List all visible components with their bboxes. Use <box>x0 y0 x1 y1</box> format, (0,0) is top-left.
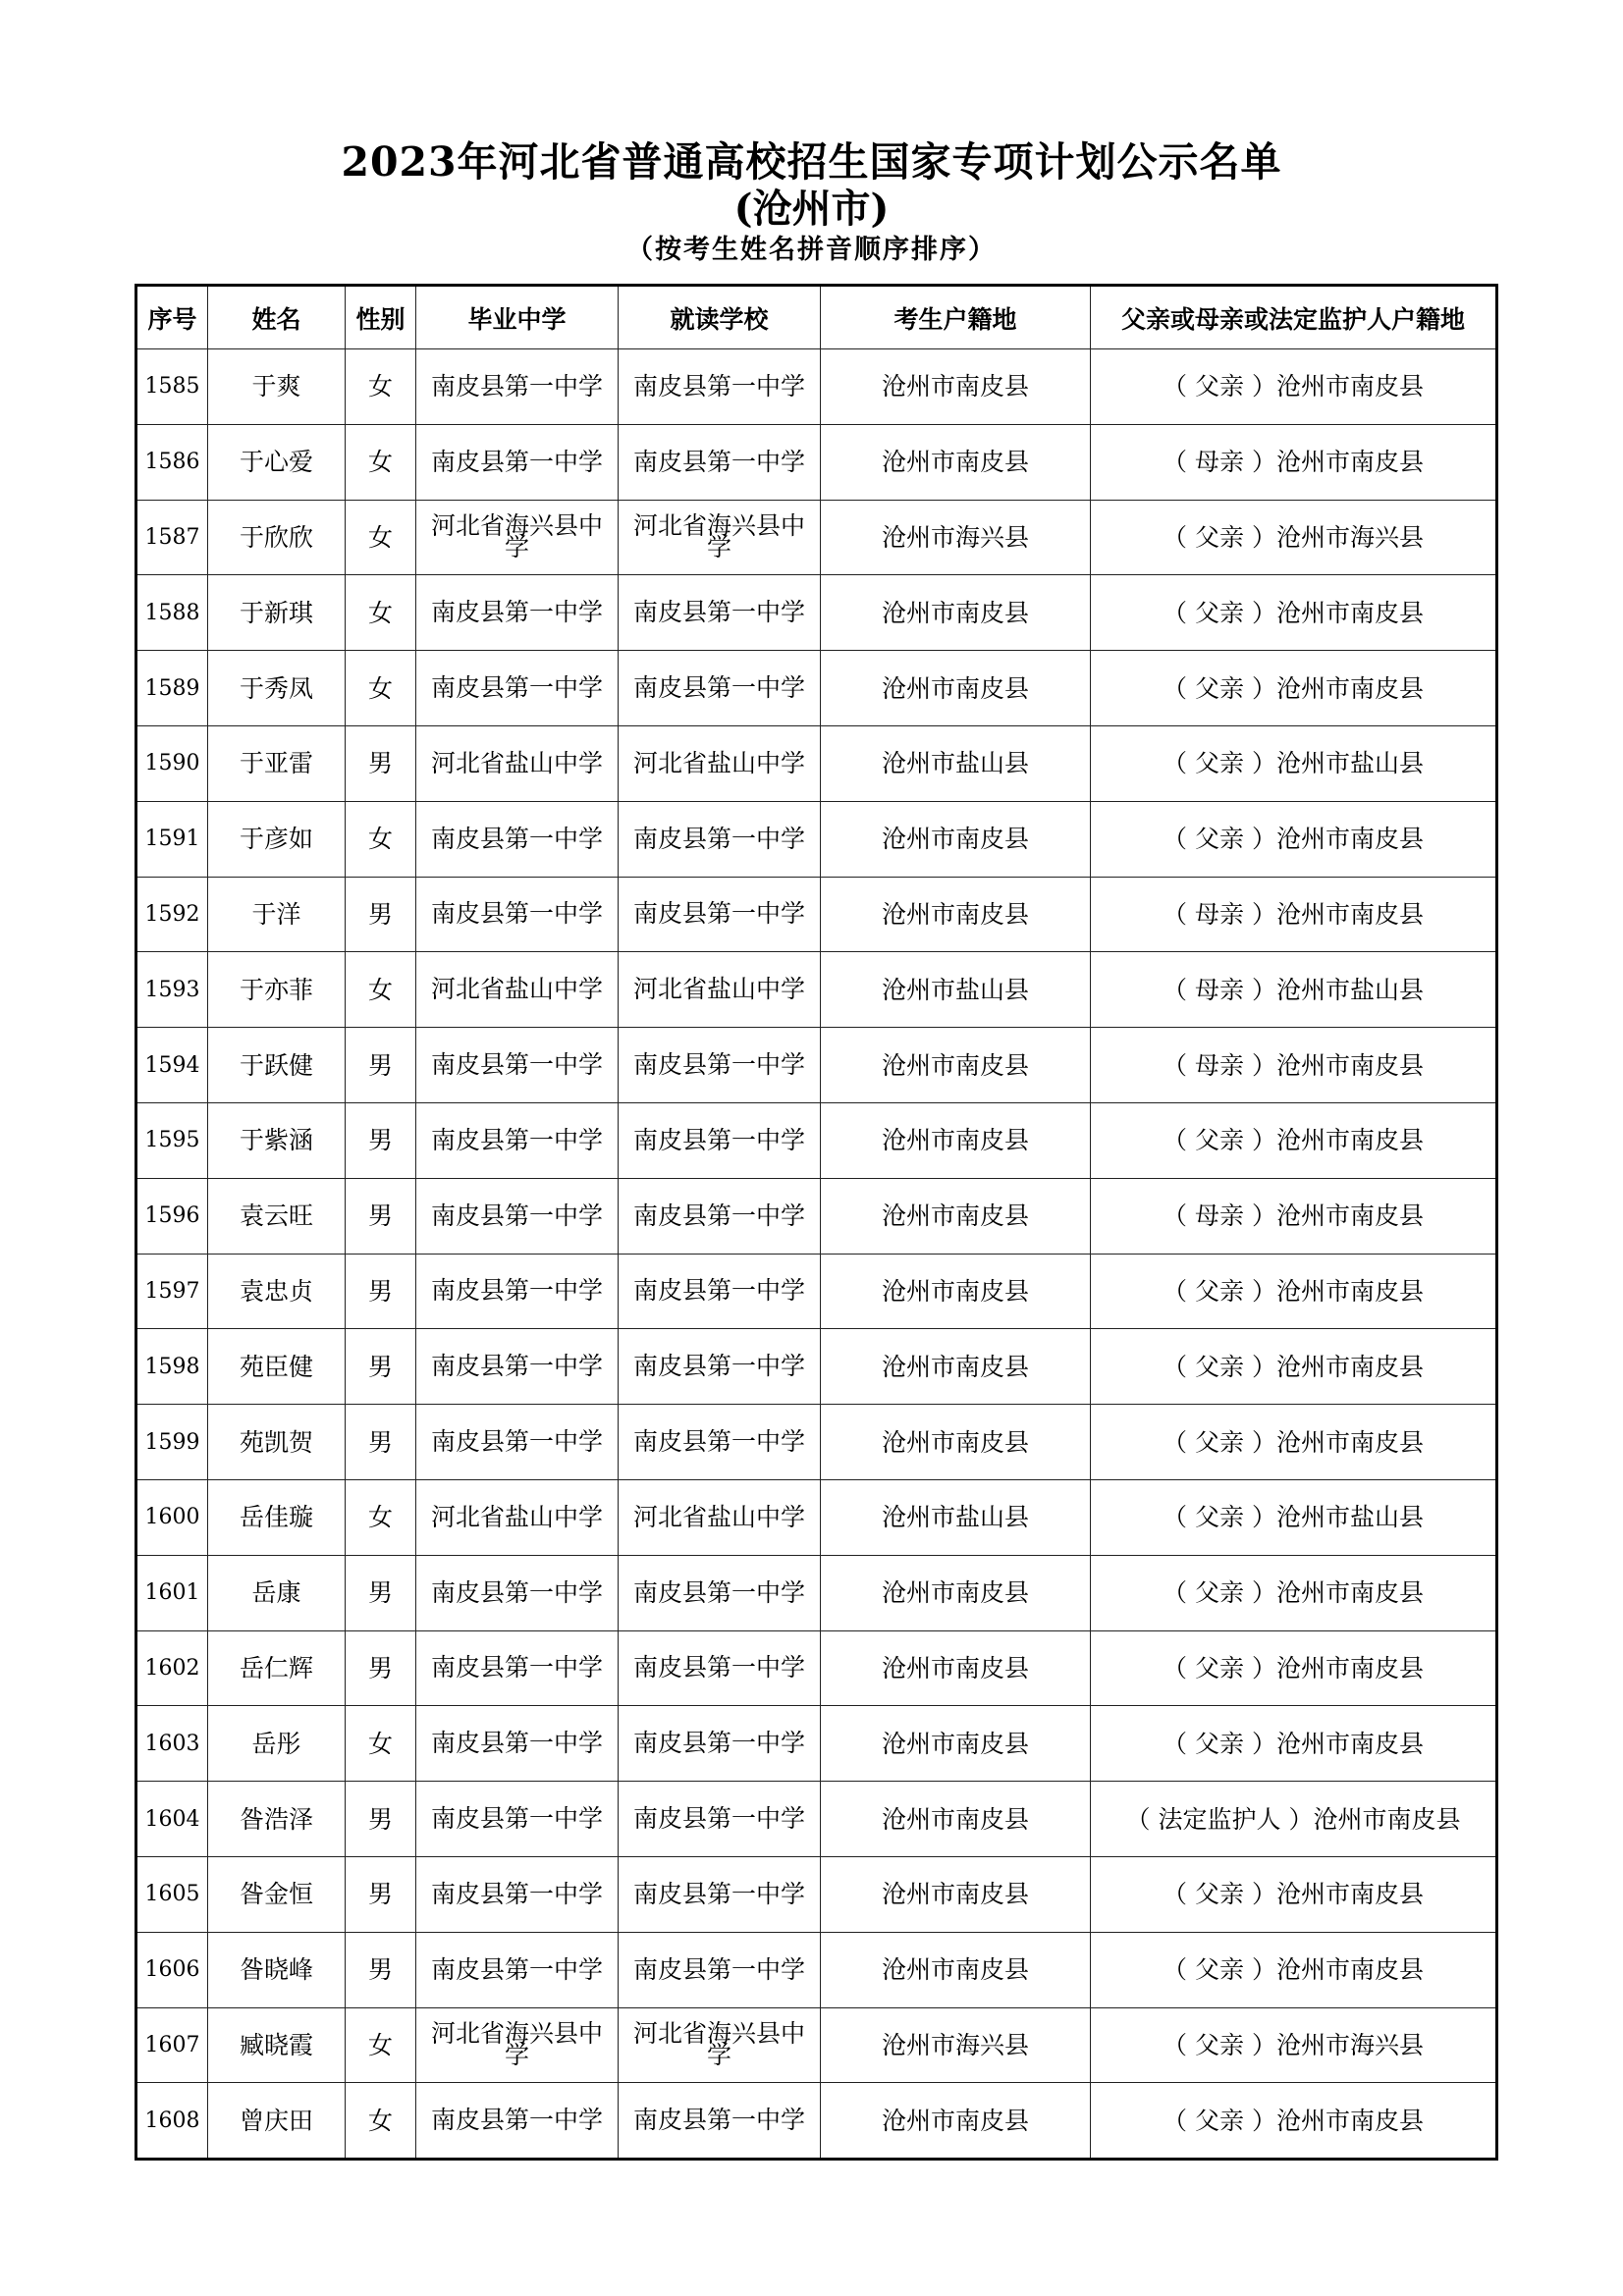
cell-guardian-hukou: （ 母亲 ）沧州市南皮县 <box>1091 877 1497 952</box>
table-row <box>136 1254 1497 1329</box>
cell-gender: 男 <box>346 1782 416 1857</box>
cell-school: 南皮县第一中学 <box>619 651 821 726</box>
cell-grad-school: 南皮县第一中学 <box>416 2083 619 2160</box>
cell-guardian-hukou: （ 父亲 ）沧州市南皮县 <box>1091 1555 1497 1630</box>
cell-hukou: 沧州市南皮县 <box>821 1102 1091 1178</box>
cell-gender: 女 <box>346 801 416 877</box>
cell-gender: 女 <box>346 1706 416 1782</box>
table-row <box>136 575 1497 651</box>
cell-name: 于心爱 <box>208 424 346 500</box>
table-row <box>136 1782 1497 1857</box>
cell-grad-school: 南皮县第一中学 <box>416 1782 619 1857</box>
cell-guardian-hukou: （ 父亲 ）沧州市南皮县 <box>1091 1856 1497 1932</box>
cell-hukou: 沧州市南皮县 <box>821 877 1091 952</box>
header-guardian-hukou: 父亲或母亲或法定监护人户籍地 <box>1091 286 1497 349</box>
cell-guardian-hukou: （ 父亲 ）沧州市南皮县 <box>1091 1630 1497 1706</box>
cell-hukou: 沧州市南皮县 <box>821 349 1091 425</box>
cell-gender: 男 <box>346 1254 416 1329</box>
cell-guardian-hukou: （ 父亲 ）沧州市南皮县 <box>1091 651 1497 726</box>
cell-name: 于洋 <box>208 877 346 952</box>
cell-school: 南皮县第一中学 <box>619 801 821 877</box>
cell-gender: 男 <box>346 1630 416 1706</box>
cell-name: 岳彤 <box>208 1706 346 1782</box>
table-row <box>136 1555 1497 1630</box>
cell-school: 南皮县第一中学 <box>619 1782 821 1857</box>
table-row <box>136 801 1497 877</box>
cell-name: 昝浩泽 <box>208 1782 346 1857</box>
cell-school: 南皮县第一中学 <box>619 1630 821 1706</box>
cell-no: 1602 <box>136 1630 208 1706</box>
cell-grad-school: 河北省盐山中学 <box>416 725 619 801</box>
cell-grad-school: 河北省盐山中学 <box>416 952 619 1028</box>
cell-guardian-hukou: （ 父亲 ）沧州市南皮县 <box>1091 2083 1497 2160</box>
cell-gender: 男 <box>346 1932 416 2007</box>
cell-hukou: 沧州市盐山县 <box>821 952 1091 1028</box>
cell-gender: 男 <box>346 1178 416 1254</box>
cell-gender: 女 <box>346 651 416 726</box>
cell-name: 岳康 <box>208 1555 346 1630</box>
cell-no: 1587 <box>136 500 208 575</box>
cell-hukou: 沧州市南皮县 <box>821 1932 1091 2007</box>
table-row <box>136 1932 1497 2007</box>
cell-hukou: 沧州市南皮县 <box>821 1178 1091 1254</box>
table-row <box>136 1405 1497 1480</box>
cell-school: 南皮县第一中学 <box>619 1856 821 1932</box>
cell-gender: 男 <box>346 1856 416 1932</box>
cell-name: 岳仁辉 <box>208 1630 346 1706</box>
cell-school: 南皮县第一中学 <box>619 349 821 425</box>
cell-hukou: 沧州市南皮县 <box>821 424 1091 500</box>
cell-hukou: 沧州市南皮县 <box>821 1405 1091 1480</box>
cell-guardian-hukou: （ 父亲 ）沧州市南皮县 <box>1091 575 1497 651</box>
cell-hukou: 沧州市南皮县 <box>821 1329 1091 1405</box>
cell-no: 1608 <box>136 2083 208 2160</box>
table-row <box>136 877 1497 952</box>
table-row <box>136 651 1497 726</box>
cell-school: 南皮县第一中学 <box>619 1932 821 2007</box>
cell-school: 南皮县第一中学 <box>619 877 821 952</box>
cell-no: 1589 <box>136 651 208 726</box>
cell-gender: 男 <box>346 1329 416 1405</box>
cell-name: 臧晓霞 <box>208 2007 346 2083</box>
cell-grad-school: 南皮县第一中学 <box>416 1329 619 1405</box>
cell-grad-school: 南皮县第一中学 <box>416 1856 619 1932</box>
cell-no: 1586 <box>136 424 208 500</box>
cell-no: 1595 <box>136 1102 208 1178</box>
cell-grad-school: 南皮县第一中学 <box>416 1630 619 1706</box>
cell-hukou: 沧州市盐山县 <box>821 1479 1091 1555</box>
cell-name: 于亚雷 <box>208 725 346 801</box>
cell-no: 1593 <box>136 952 208 1028</box>
header-hukou: 考生户籍地 <box>821 286 1091 349</box>
table-row <box>136 1706 1497 1782</box>
cell-name: 于紫涵 <box>208 1102 346 1178</box>
table-row <box>136 1630 1497 1706</box>
cell-no: 1591 <box>136 801 208 877</box>
cell-grad-school: 南皮县第一中学 <box>416 877 619 952</box>
cell-school: 南皮县第一中学 <box>619 2083 821 2160</box>
cell-name: 于跃健 <box>208 1028 346 1103</box>
cell-gender: 男 <box>346 1028 416 1103</box>
table-row <box>136 1102 1497 1178</box>
cell-gender: 女 <box>346 575 416 651</box>
cell-school: 南皮县第一中学 <box>619 1329 821 1405</box>
cell-guardian-hukou: （ 父亲 ）沧州市盐山县 <box>1091 1479 1497 1555</box>
cell-no: 1599 <box>136 1405 208 1480</box>
cell-school: 河北省盐山中学 <box>619 725 821 801</box>
table-row <box>136 2007 1497 2083</box>
table-row <box>136 500 1497 575</box>
cell-hukou: 沧州市南皮县 <box>821 1782 1091 1857</box>
cell-school: 河北省海兴县中学 <box>619 500 821 575</box>
cell-hukou: 沧州市海兴县 <box>821 2007 1091 2083</box>
applicant-table <box>135 284 1498 2161</box>
cell-grad-school: 南皮县第一中学 <box>416 1254 619 1329</box>
cell-grad-school: 南皮县第一中学 <box>416 651 619 726</box>
cell-guardian-hukou: （ 父亲 ）沧州市南皮县 <box>1091 801 1497 877</box>
cell-no: 1592 <box>136 877 208 952</box>
cell-school: 南皮县第一中学 <box>619 1254 821 1329</box>
cell-no: 1594 <box>136 1028 208 1103</box>
cell-guardian-hukou: （ 父亲 ）沧州市南皮县 <box>1091 1932 1497 2007</box>
cell-grad-school: 南皮县第一中学 <box>416 1405 619 1480</box>
cell-no: 1601 <box>136 1555 208 1630</box>
cell-gender: 女 <box>346 424 416 500</box>
cell-guardian-hukou: （ 父亲 ）沧州市南皮县 <box>1091 1329 1497 1405</box>
cell-name: 昝金恒 <box>208 1856 346 1932</box>
table-row <box>136 1856 1497 1932</box>
cell-hukou: 沧州市海兴县 <box>821 500 1091 575</box>
table-row <box>136 1329 1497 1405</box>
cell-name: 曾庆田 <box>208 2083 346 2160</box>
header-grad-school: 毕业中学 <box>416 286 619 349</box>
cell-guardian-hukou: （ 父亲 ）沧州市南皮县 <box>1091 1706 1497 1782</box>
cell-name: 于爽 <box>208 349 346 425</box>
cell-school: 河北省盐山中学 <box>619 1479 821 1555</box>
sort-note: （按考生姓名拼音顺序排序） <box>626 235 997 265</box>
cell-gender: 女 <box>346 500 416 575</box>
cell-no: 1597 <box>136 1254 208 1329</box>
cell-school: 南皮县第一中学 <box>619 1405 821 1480</box>
cell-gender: 女 <box>346 349 416 425</box>
cell-hukou: 沧州市南皮县 <box>821 1706 1091 1782</box>
cell-grad-school: 南皮县第一中学 <box>416 1555 619 1630</box>
header-gender: 性别 <box>346 286 416 349</box>
cell-grad-school: 南皮县第一中学 <box>416 1028 619 1103</box>
table-row <box>136 349 1497 425</box>
cell-grad-school: 南皮县第一中学 <box>416 1932 619 2007</box>
cell-grad-school: 南皮县第一中学 <box>416 1706 619 1782</box>
cell-no: 1606 <box>136 1932 208 2007</box>
cell-grad-school: 南皮县第一中学 <box>416 349 619 425</box>
cell-school: 南皮县第一中学 <box>619 424 821 500</box>
cell-guardian-hukou: （ 母亲 ）沧州市南皮县 <box>1091 1178 1497 1254</box>
cell-gender: 女 <box>346 952 416 1028</box>
cell-hukou: 沧州市南皮县 <box>821 1254 1091 1329</box>
cell-school: 南皮县第一中学 <box>619 1028 821 1103</box>
cell-no: 1590 <box>136 725 208 801</box>
cell-gender: 男 <box>346 1102 416 1178</box>
cell-hukou: 沧州市南皮县 <box>821 1028 1091 1103</box>
header-name: 姓名 <box>208 286 346 349</box>
cell-school: 南皮县第一中学 <box>619 1102 821 1178</box>
header-school: 就读学校 <box>619 286 821 349</box>
table-header-row <box>136 286 1497 349</box>
cell-gender: 男 <box>346 1405 416 1480</box>
cell-name: 于欣欣 <box>208 500 346 575</box>
table-row <box>136 1178 1497 1254</box>
cell-hukou: 沧州市南皮县 <box>821 651 1091 726</box>
header-no: 序号 <box>136 286 208 349</box>
cell-grad-school: 南皮县第一中学 <box>416 424 619 500</box>
cell-no: 1604 <box>136 1782 208 1857</box>
cell-name: 袁忠贞 <box>208 1254 346 1329</box>
table-row <box>136 1479 1497 1555</box>
cell-grad-school: 南皮县第一中学 <box>416 1178 619 1254</box>
cell-gender: 女 <box>346 2007 416 2083</box>
cell-guardian-hukou: （ 父亲 ）沧州市南皮县 <box>1091 1405 1497 1480</box>
cell-school: 南皮县第一中学 <box>619 1555 821 1630</box>
cell-guardian-hukou: （ 父亲 ）沧州市南皮县 <box>1091 1254 1497 1329</box>
cell-guardian-hukou: （ 母亲 ）沧州市南皮县 <box>1091 1028 1497 1103</box>
cell-no: 1598 <box>136 1329 208 1405</box>
cell-guardian-hukou: （ 母亲 ）沧州市盐山县 <box>1091 952 1497 1028</box>
cell-hukou: 沧州市盐山县 <box>821 725 1091 801</box>
table-row <box>136 1028 1497 1103</box>
table-row <box>136 725 1497 801</box>
cell-no: 1585 <box>136 349 208 425</box>
cell-no: 1596 <box>136 1178 208 1254</box>
cell-school: 南皮县第一中学 <box>619 575 821 651</box>
cell-name: 袁云旺 <box>208 1178 346 1254</box>
cell-gender: 女 <box>346 2083 416 2160</box>
cell-grad-school: 河北省海兴县中学 <box>416 500 619 575</box>
cell-hukou: 沧州市南皮县 <box>821 575 1091 651</box>
cell-name: 岳佳璇 <box>208 1479 346 1555</box>
cell-name: 于新琪 <box>208 575 346 651</box>
page-title: 2023年河北省普通高校招生国家专项计划公示名单 <box>341 138 1282 186</box>
cell-hukou: 沧州市南皮县 <box>821 1555 1091 1630</box>
cell-school: 河北省海兴县中学 <box>619 2007 821 2083</box>
cell-gender: 男 <box>346 725 416 801</box>
cell-name: 苑凯贺 <box>208 1405 346 1480</box>
cell-guardian-hukou: （ 法定监护人 ）沧州市南皮县 <box>1091 1782 1497 1857</box>
cell-name: 苑臣健 <box>208 1329 346 1405</box>
cell-hukou: 沧州市南皮县 <box>821 801 1091 877</box>
cell-no: 1603 <box>136 1706 208 1782</box>
cell-hukou: 沧州市南皮县 <box>821 2083 1091 2160</box>
page-subtitle: (沧州市) <box>733 186 890 232</box>
cell-no: 1607 <box>136 2007 208 2083</box>
cell-grad-school: 南皮县第一中学 <box>416 801 619 877</box>
cell-guardian-hukou: （ 父亲 ）沧州市南皮县 <box>1091 1102 1497 1178</box>
table-row <box>136 424 1497 500</box>
cell-name: 昝晓峰 <box>208 1932 346 2007</box>
cell-no: 1588 <box>136 575 208 651</box>
cell-grad-school: 河北省盐山中学 <box>416 1479 619 1555</box>
table-row <box>136 2083 1497 2160</box>
cell-school: 河北省盐山中学 <box>619 952 821 1028</box>
cell-gender: 男 <box>346 877 416 952</box>
cell-no: 1600 <box>136 1479 208 1555</box>
cell-guardian-hukou: （ 父亲 ）沧州市海兴县 <box>1091 2007 1497 2083</box>
cell-hukou: 沧州市南皮县 <box>821 1856 1091 1932</box>
table-row <box>136 952 1497 1028</box>
cell-guardian-hukou: （ 父亲 ）沧州市盐山县 <box>1091 725 1497 801</box>
cell-hukou: 沧州市南皮县 <box>821 1630 1091 1706</box>
cell-name: 于亦菲 <box>208 952 346 1028</box>
cell-guardian-hukou: （ 父亲 ）沧州市海兴县 <box>1091 500 1497 575</box>
cell-guardian-hukou: （ 父亲 ）沧州市南皮县 <box>1091 349 1497 425</box>
cell-grad-school: 南皮县第一中学 <box>416 575 619 651</box>
cell-gender: 女 <box>346 1479 416 1555</box>
cell-guardian-hukou: （ 母亲 ）沧州市南皮县 <box>1091 424 1497 500</box>
cell-school: 南皮县第一中学 <box>619 1706 821 1782</box>
cell-no: 1605 <box>136 1856 208 1932</box>
cell-grad-school: 河北省海兴县中学 <box>416 2007 619 2083</box>
cell-school: 南皮县第一中学 <box>619 1178 821 1254</box>
cell-grad-school: 南皮县第一中学 <box>416 1102 619 1178</box>
cell-name: 于彦如 <box>208 801 346 877</box>
cell-name: 于秀凤 <box>208 651 346 726</box>
cell-gender: 男 <box>346 1555 416 1630</box>
